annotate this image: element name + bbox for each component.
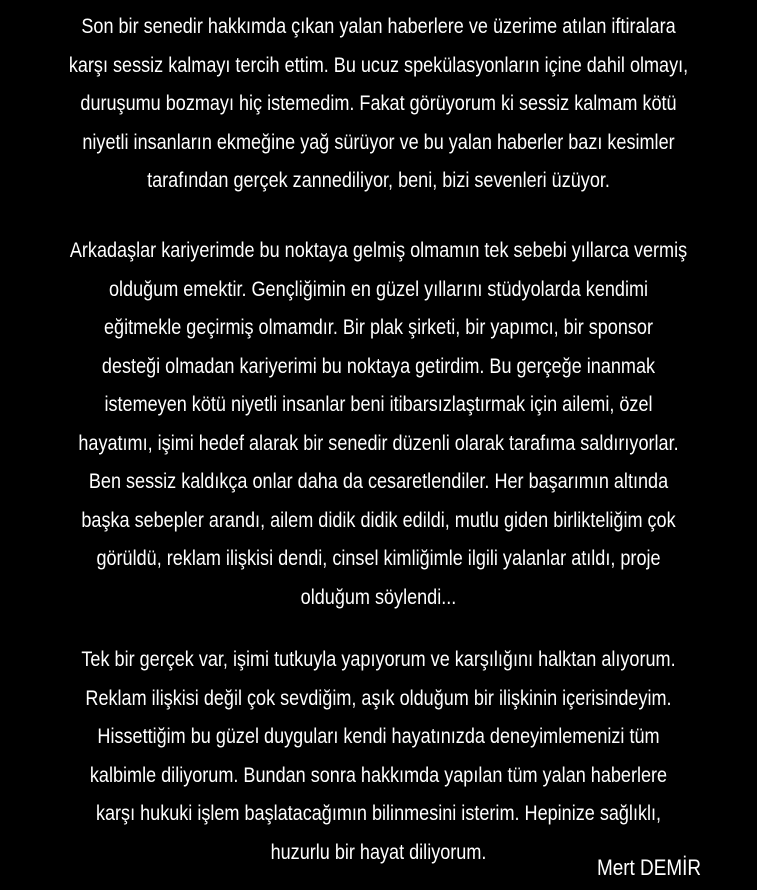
statement-line: karşı sessiz kalmayı tercih ettim. Bu ucuz spekülasyonların içine dahil olmayı, (68, 53, 689, 77)
statement-line: Reklam ilişkisi değil çok sevdiğim, aşık olduğum bir ilişkinin içerisindeyim. (85, 686, 672, 710)
statement-line: tarafından gerçek zannediliyor, beni, bizi sevenleri üzüyor. (147, 169, 610, 192)
statement-line: duruşumu bozmayı hiç istemedim. Fakat görüyorum ki sessiz kalmam kötü (80, 92, 677, 115)
statement-line: niyetli insanların ekmeğine yağ sürüyor ve bu yalan haberler bazı kesimler (82, 130, 675, 154)
statement-line: Arkadaşlar kariyerimde bu noktaya gelmiş olmamın tek sebebi yıllarca vermiş (69, 239, 688, 262)
statement-line: Son bir senedir hakkımda çıkan yalan haberlere ve üzerime atılan iftiralara (81, 15, 676, 38)
statement-line: olduğum emektir. Gençliğimin en güzel yıllarını stüdyolarda kendimi (108, 277, 649, 301)
statement-paragraph-3 (0, 641, 757, 872)
statement-line: karşı hukuki işlem başlatacağımın bilinmesini isterim. Hepinize sağlıklı, (95, 802, 662, 825)
statement-line: hayatımı, işimi hedef alarak bir senedir düzenli olarak tarafıma saldırıyorlar. (78, 431, 679, 455)
statement-line: istemeyen kötü niyetli insanlar beni itibarsızlaştırmak için ailemi, özel (104, 393, 653, 416)
statement-paragraph-1 (0, 8, 757, 201)
statement-line: olduğum söylendi... (300, 585, 457, 609)
statement-line: eğitmekle geçirmiş olmamdır. Bir plak şirketi, bir yapımcı, bir sponsor (103, 316, 653, 339)
signature: Mert DEMİR (596, 855, 701, 880)
statement-line: Ben sessiz kaldıkça onlar daha da cesaretlendiler. Her başarımın altında (88, 470, 669, 493)
statement-line: görüldü, reklam ilişkisi dendi, cinsel kimliğimle ilgili yalanlar atıldı, proje (96, 547, 661, 570)
statement-line: huzurlu bir hayat diliyorum. (270, 840, 487, 864)
statement-line: Tek bir gerçek var, işimi tutkuyla yapıyorum ve karşılığını halktan alıyorum. (81, 648, 676, 671)
statement-line: Hissettiğim bu güzel duyguları kendi hayatınızda deneyimlemenizi tüm (97, 725, 660, 748)
statement-paragraph-2 (0, 232, 757, 617)
statement-line: başka sebepler arandı, ailem didik didik edildi, mutlu giden birlikteliğim çok (81, 508, 676, 532)
statement-line: desteği olmadan kariyerimi bu noktaya getirdim. Bu gerçeğe inanmak (101, 354, 656, 378)
statement-line: kalbimle diliyorum. Bundan sonra hakkımda yapılan tüm yalan haberlere (89, 763, 668, 787)
